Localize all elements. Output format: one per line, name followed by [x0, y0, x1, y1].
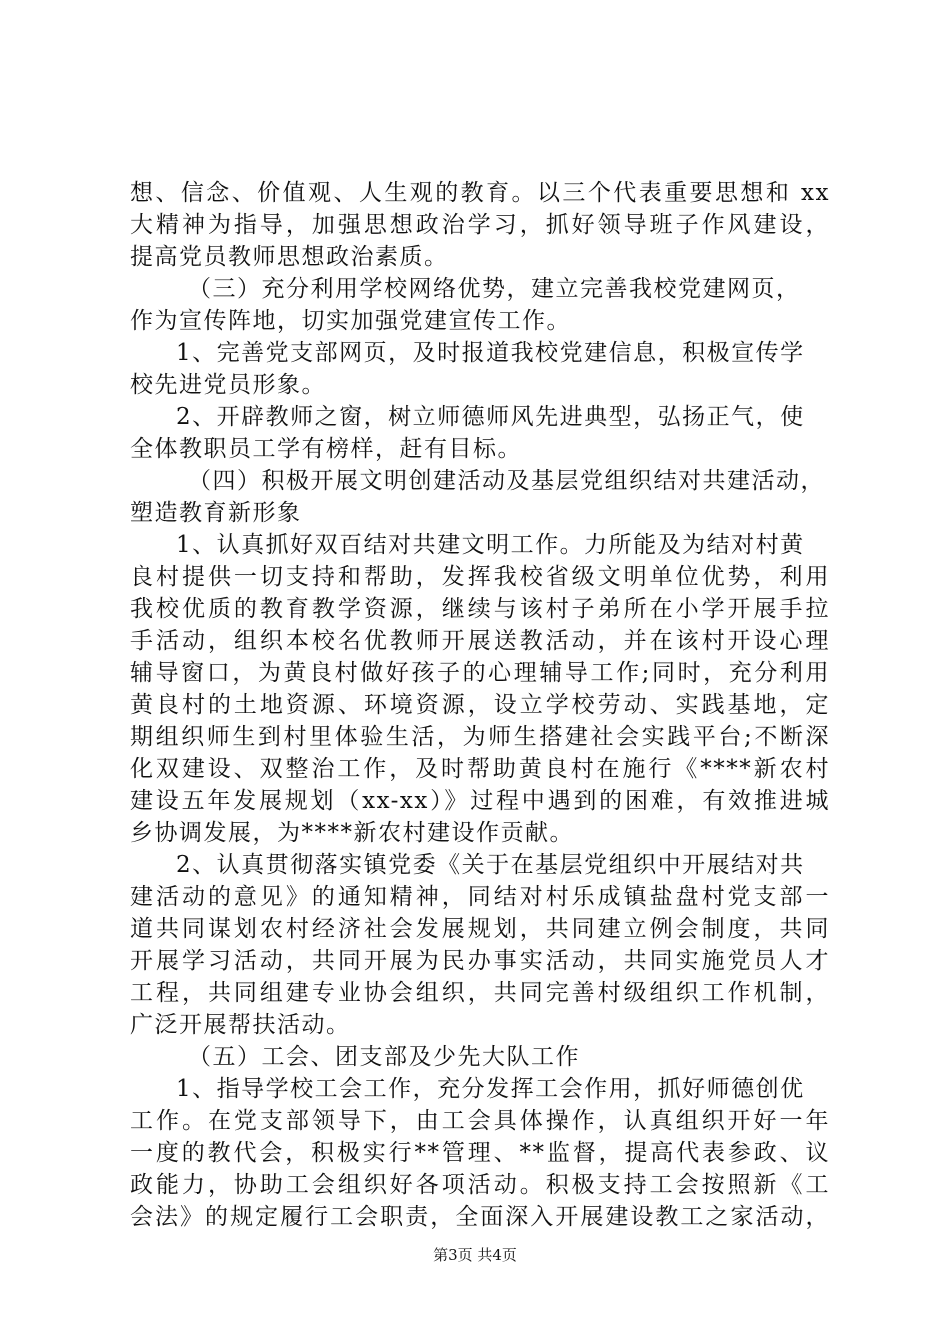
- text-line: 会法》的规定履行工会职责，全面深入开展建设教工之家活动，: [130, 1204, 830, 1230]
- section-heading: （三）充分利用学校网络优势，建立完善我校党建网页，: [188, 276, 801, 302]
- text-line: 1、完善党支部网页，及时报道我校党建信息，积极宣传学: [176, 340, 805, 366]
- text-line: 开展学习活动，共同开展为民办事实活动，共同实施党员人才: [130, 948, 830, 974]
- text-line: 1、认真抓好双百结对共建文明工作。力所能及为结对村黄: [176, 532, 805, 558]
- text-line: 校先进党员形象。: [130, 372, 326, 398]
- text-line: 一度的教代会，积极实行**管理、**监督，提高代表参政、议: [130, 1140, 830, 1166]
- text-line: 政能力，协助工会组织好各项活动。积极支持工会按照新《工: [130, 1172, 830, 1198]
- text-line: 良村提供一切支持和帮助，发挥我校省级文明单位优势，利用: [130, 564, 830, 590]
- text-line: 提高党员教师思想政治素质。: [130, 244, 449, 270]
- text-line: 黄良村的土地资源、环境资源，设立学校劳动、实践基地，定: [130, 692, 830, 718]
- text-line: 作为宣传阵地，切实加强党建宣传工作。: [130, 308, 571, 334]
- text-line: 我校优质的教育教学资源，继续与该村子弟所在小学开展手拉: [130, 596, 830, 622]
- page-footer: 第3页 共4页: [433, 1246, 517, 1264]
- section-heading: （五）工会、团支部及少先大队工作: [188, 1044, 580, 1070]
- text-line: 建活动的意见》的通知精神，同结对村乐成镇盐盘村党支部一: [130, 884, 830, 910]
- text-line: 工作。在党支部领导下，由工会具体操作，认真组织开好一年: [130, 1108, 830, 1134]
- text-line: 工程，共同组建专业协会组织，共同完善村级组织工作机制，: [130, 980, 830, 1006]
- text-line: 广泛开展帮扶活动。: [130, 1012, 351, 1038]
- text-line: 手活动，组织本校名优教师开展送教活动，并在该村开设心理: [130, 628, 830, 654]
- text-line: 辅导窗口，为黄良村做好孩子的心理辅导工作;同时，充分利用: [130, 660, 830, 686]
- text-line: 乡协调发展，为****新农村建设作贡献。: [130, 820, 574, 846]
- text-line: 2、认真贯彻落实镇党委《关于在基层党组织中开展结对共: [176, 852, 805, 878]
- text-line: 全体教职员工学有榜样，赶有目标。: [130, 436, 522, 462]
- text-line: 塑造教育新形象: [130, 500, 302, 526]
- text-line: 期组织师生到村里体验生活，为师生搭建社会实践平台;不断深: [130, 724, 830, 750]
- text-line: 化双建设、双整治工作，及时帮助黄良村在施行《****新农村: [130, 756, 830, 782]
- text-line: 建设五年发展规划（xx-xx）》过程中遇到的困难，有效推进城: [130, 788, 830, 814]
- text-line: 2、开辟教师之窗，树立师德师风先进典型，弘扬正气，使: [176, 404, 805, 430]
- text-line: 1、指导学校工会工作，充分发挥工会作用，抓好师德创优: [176, 1076, 805, 1102]
- text-line: 道共同谋划农村经济社会发展规划，共同建立例会制度，共同: [130, 916, 830, 942]
- text-line: 想、信念、价值观、人生观的教育。以三个代表重要思想和 xx: [130, 180, 830, 206]
- text-line: 大精神为指导，加强思想政治学习，抓好领导班子作风建设，: [130, 212, 830, 238]
- section-heading: （四）积极开展文明创建活动及基层党组织结对共建活动，: [188, 468, 825, 494]
